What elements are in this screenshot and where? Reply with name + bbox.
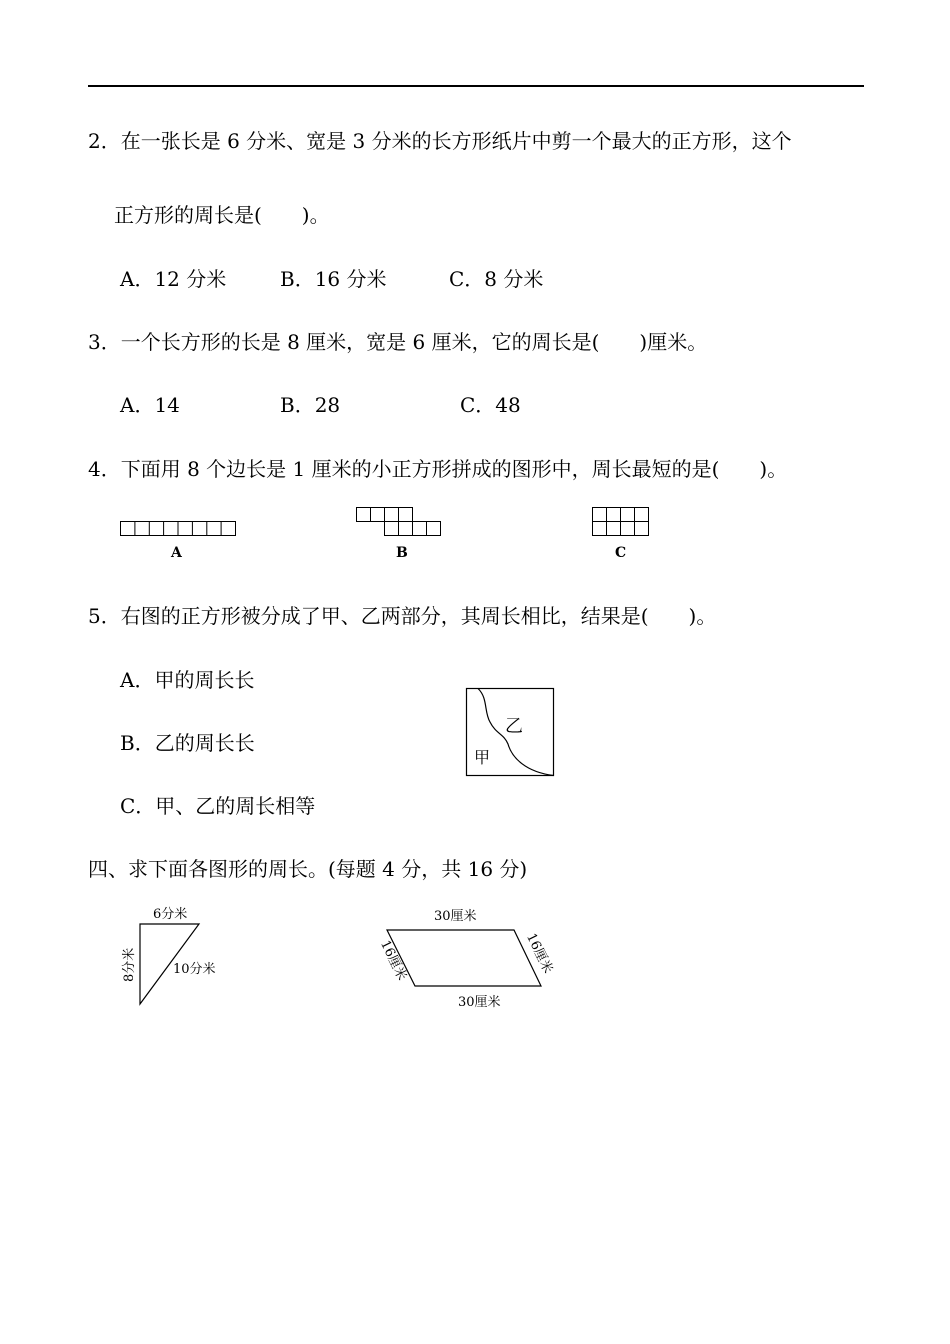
- section4-heading: 四、求下面各图形的周长。(每题 4 分，共 16 分): [88, 857, 528, 881]
- triangle-left-label: 8分米: [122, 947, 137, 982]
- q3-stem: 3．一个长方形的长是 8 厘米，宽是 6 厘米，它的周长是( )厘米。: [88, 330, 708, 354]
- q4-figure-b[interactable]: [354, 505, 446, 539]
- triangle-figure: [110, 900, 230, 1012]
- q4-label-a: A: [171, 545, 182, 561]
- triangle-top-label: 6分米: [153, 907, 188, 922]
- parallelogram-figure: [370, 900, 570, 1012]
- header-rule: [88, 85, 864, 87]
- q5-option-b[interactable]: B．乙的周长长: [120, 731, 255, 755]
- q2-option-b[interactable]: B．16 分米: [280, 267, 387, 291]
- triangle-hyp-label: 10分米: [173, 962, 216, 977]
- q5-region-jia: 甲: [474, 748, 491, 767]
- q4-stem: 4．下面用 8 个边长是 1 厘米的小正方形拼成的图形中，周长最短的是( )。: [88, 457, 788, 481]
- q3-option-b[interactable]: B．28: [280, 393, 341, 417]
- q4-label-c: C: [615, 545, 627, 561]
- q2-stem-line2: 正方形的周长是( )。: [114, 203, 330, 227]
- q2-option-a[interactable]: A．12 分米: [120, 267, 227, 291]
- parallelogram-top-label: 30厘米: [434, 909, 477, 924]
- q4-label-b: B: [396, 545, 408, 561]
- q3-option-a[interactable]: A．14: [120, 393, 180, 417]
- q4-figure-c[interactable]: [590, 505, 654, 539]
- q2-option-c[interactable]: C．8 分米: [449, 267, 544, 291]
- q3-option-c[interactable]: C．48: [460, 393, 521, 417]
- parallelogram-left-label: 16厘米: [377, 938, 410, 983]
- q2-stem-line1: 2．在一张长是 6 分米、宽是 3 分米的长方形纸片中剪一个最大的正方形，这个: [88, 129, 792, 153]
- parallelogram-right-label: 16厘米: [523, 931, 556, 976]
- q4-figure-a[interactable]: [118, 518, 238, 538]
- q5-stem: 5．右图的正方形被分成了甲、乙两部分，其周长相比，结果是( )。: [88, 604, 717, 628]
- q5-option-c[interactable]: C．甲、乙的周长相等: [120, 794, 316, 818]
- parallelogram-bottom-label: 30厘米: [458, 995, 501, 1010]
- q5-option-a[interactable]: A．甲的周长长: [120, 668, 255, 692]
- q5-region-yi: 乙: [505, 716, 523, 737]
